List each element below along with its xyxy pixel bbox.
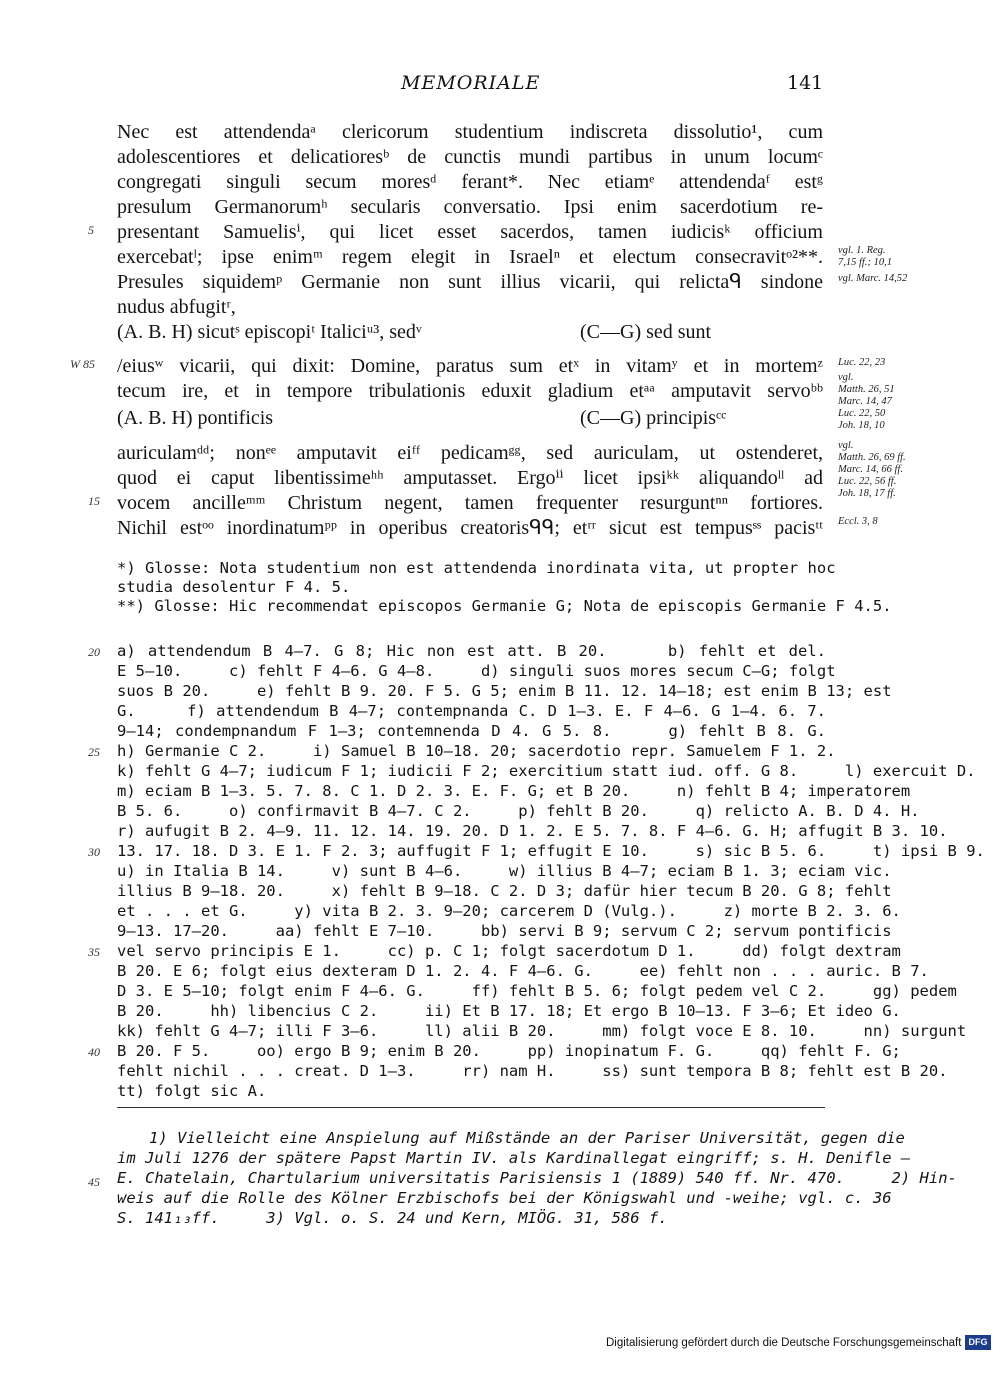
running-head: MEMORIALE bbox=[401, 72, 541, 94]
main-text-line: exercebatˡ; ipse enimᵐ regem elegit in Israelⁿ et electum consecravitᵒ²**. bbox=[117, 246, 823, 268]
apparatus-line: 13. 17. 18. D 3. E 1. F 2. 3; auffugit F 1; effugit E 10. s) sic B 5. 6. t) ipsi B 9. bbox=[117, 842, 985, 860]
apparatus-line: D 3. E 5—10; folgt enim F 4—6. G. ff) fehlt B 5. 6; folgt pedem vel C 2. gg) pedem bbox=[117, 982, 957, 1000]
main-text-line: auriculamᵈᵈ; nonᵉᵉ amputavit eiᶠᶠ pedicamᵍᵍ, sed auriculam, ut ostenderet, bbox=[117, 442, 823, 464]
apparatus-line: tt) folgt sic A. bbox=[117, 1082, 267, 1100]
marginal-reference: vgl. Marc. 14,52 bbox=[838, 273, 908, 284]
main-text-line: vocem ancilleᵐᵐ Christum negent, tamen frequenter resurguntⁿⁿ fortiores. bbox=[117, 492, 823, 514]
apparatus-line: B 5. 6. o) confirmavit B 4—7. C 2. p) fehlt B 20. q) relicto A. B. D 4. H. bbox=[117, 802, 920, 820]
variant-left: (A. B. H) sicutˢ episcopiᵗ Italiciᵘ³, sedᵛ bbox=[117, 321, 422, 343]
footnote-line: S. 141₁₃ff. 3) Vgl. o. S. 24 und Kern, MIÖG. 31, 586 f. bbox=[117, 1209, 668, 1227]
apparatus-line: 9—14; condempnandum F 1—3; contemnenda D 4. G 5. 8. g) fehlt B 8. G. bbox=[117, 722, 826, 740]
apparatus-line: et . . . et G. y) vita B 2. 3. 9—20; carcerem D (Vulg.). z) morte B 2. 3. 6. bbox=[117, 902, 901, 920]
gloss-line: studia desolentur F 4. 5. bbox=[117, 578, 351, 596]
apparatus-line: vel servo principis E 1. cc) p. C 1; folgt sacerdotum D 1. dd) folgt dextram bbox=[117, 942, 901, 960]
main-text-line: adolescentiores et delicatioresᵇ de cunctis mundi partibus in unum locumᶜ bbox=[117, 146, 823, 168]
variant-right: (C—G) sed sunt bbox=[580, 321, 712, 343]
line-number: 25 bbox=[88, 745, 100, 759]
apparatus-line: B 20. hh) libencius C 2. ii) Et B 17. 18; Et ergo B 10—13. F 3—6; Et ideo G. bbox=[117, 1002, 901, 1020]
apparatus-line: r) aufugit B 2. 4—9. 11. 12. 14. 19. 20. D 1. 2. E 5. 7. 8. F 4—6. G. H; affugit B 3. 10. bbox=[117, 822, 948, 840]
footnote-line: weis auf die Rolle des Kölner Erzbischofs bei der Königswahl und -weihe; vgl. c. 36 bbox=[117, 1189, 892, 1207]
main-text-line: presulum Germanorumʰ secularis conversatio. Ipsi enim sacerdotium re- bbox=[117, 196, 823, 218]
main-text-line: quod ei caput libentissimeʰʰ amputasset. Ergoⁱⁱ licet ipsiᵏᵏ aliquandoˡˡ ad bbox=[117, 467, 823, 489]
apparatus-line: kk) fehlt G 4—7; illi F 3—6. ll) alii B 20. mm) folgt voce E 8. 10. nn) surgunt bbox=[117, 1022, 967, 1040]
marginal-reference: Matth. 26, 51 bbox=[838, 384, 895, 395]
marginal-reference: vgl. bbox=[838, 372, 854, 383]
marginal-reference: Matth. 26, 69 ff. bbox=[838, 452, 906, 463]
marginal-reference: Luc. 22, 23 bbox=[838, 357, 886, 368]
main-text-line: Presules siquidemᵖ Germanie non sunt illius vicarii, qui relictaᑫ sindone bbox=[117, 271, 823, 293]
apparatus-line: fehlt nichil . . . creat. D 1—3. rr) nam H. ss) sunt tempora B 8; fehlt est B 20. bbox=[117, 1062, 948, 1080]
line-number: 15 bbox=[88, 494, 100, 508]
marginal-reference: Luc. 22, 56 ff. bbox=[838, 476, 897, 487]
apparatus-line: 9—13. 17—20. aa) fehlt E 7—10. bb) servi B 9; servum C 2; servum pontificis bbox=[117, 922, 892, 940]
apparatus-line: illius B 9—18. 20. x) fehlt B 9—18. C 2. D 3; dafür hier tecum B 20. G 8; fehlt bbox=[117, 882, 892, 900]
apparatus-line: G. f) attendendum B 4—7; contempnanda C. D 1—3. E. F 4—6. G 1—4. 6. 7. bbox=[117, 702, 826, 720]
apparatus-line: m) eciam B 1—3. 5. 7. 8. C 1. D 2. 3. E. F. G; et B 20. n) fehlt B 4; imperatorem bbox=[117, 782, 911, 800]
marginal-reference: Eccl. 3, 8 bbox=[838, 516, 878, 527]
marginal-reference: vgl. 1. Reg. bbox=[838, 245, 886, 256]
footnote-line: im Juli 1276 der spätere Papst Martin IV. als Kardinallegat eingriff; s. H. Denifle — bbox=[117, 1149, 911, 1167]
variant-right: (C—G) principisᶜᶜ bbox=[580, 407, 727, 429]
line-number: 35 bbox=[88, 945, 100, 959]
line-number: 30 bbox=[88, 845, 100, 859]
main-text-line: congregati singuli secum moresᵈ ferant*. Nec etiamᵉ attendendaᶠ estᵍ bbox=[117, 171, 823, 193]
main-text-line: presentant Samuelisⁱ, qui licet esset sacerdos, tamen iudicisᵏ officium bbox=[117, 221, 823, 243]
line-number: 40 bbox=[88, 1045, 100, 1059]
main-text-line: Nec est attendendaᵃ clericorum studentium indiscreta dissolutio¹, cum bbox=[117, 121, 823, 143]
apparatus-line: h) Germanie C 2. i) Samuel B 10—18. 20; sacerdotio repr. Samuelem F 1. 2. bbox=[117, 742, 836, 760]
line-number: 20 bbox=[88, 645, 100, 659]
main-text-line: Nichil estᵒᵒ inordinatumᵖᵖ in operibus creatorisᑫᑫ; etʳʳ sicut est tempusˢˢ pacisᵗᵗ bbox=[117, 517, 823, 539]
main-text-line: tecum ire, et in tempore tribulationis eduxit gladium etᵃᵃ amputavit servoᵇᵇ bbox=[117, 380, 823, 402]
digitization-credit: Digitalisierung gefördert durch die Deutsche Forschungsgemeinschaft bbox=[606, 1337, 962, 1349]
footnote-line: 1) Vielleicht eine Anspielung auf Mißstände an der Pariser Universität, gegen die bbox=[149, 1129, 905, 1147]
footnote-line: E. Chatelain, Chartularium universitatis Parisiensis 1 (1889) 540 ff. Nr. 470. 2) Hin- bbox=[117, 1169, 957, 1187]
line-number: W 85 bbox=[70, 357, 95, 371]
main-text-line: nudus abfugitʳ, bbox=[117, 296, 236, 318]
apparatus-line: B 20. F 5. oo) ergo B 9; enim B 20. pp) inopinatum F. G. qq) fehlt F. G; bbox=[117, 1042, 901, 1060]
apparatus-line: u) in Italia B 14. v) sunt B 4—6. w) illius B 4—7; eciam B 1. 3; eciam vic. bbox=[117, 862, 892, 880]
dfg-logo: DFG bbox=[965, 1335, 991, 1350]
apparatus-line: a) attendendum B 4—7. G 8; Hic non est att. B 20. b) fehlt et del. bbox=[117, 642, 826, 660]
main-text-line: /eiusʷ vicarii, qui dixit: Domine, paratus sum etˣ in vitamʸ et in mortemᶻ bbox=[117, 355, 823, 377]
apparatus-line: suos B 20. e) fehlt B 9. 20. F 5. G 5; enim B 11. 12. 14—18; est enim B 13; est bbox=[117, 682, 892, 700]
line-number: 45 bbox=[88, 1175, 100, 1189]
footnote-divider bbox=[117, 1107, 825, 1108]
variant-left: (A. B. H) pontificis bbox=[117, 407, 274, 429]
marginal-reference: Luc. 22, 50 bbox=[838, 408, 886, 419]
marginal-reference: Joh. 18, 17 ff. bbox=[838, 488, 896, 499]
marginal-reference: Marc. 14, 66 ff. bbox=[838, 464, 903, 475]
gloss-line: *) Glosse: Nota studentium non est attendenda inordinata vita, ut propter hoc bbox=[117, 559, 836, 577]
apparatus-line: E 5—10. c) fehlt F 4—6. G 4—8. d) singuli suos mores secum C—G; folgt bbox=[117, 662, 836, 680]
apparatus-line: k) fehlt G 4—7; iudicum F 1; iudicii F 2; exercitium statt iud. off. G 8. l) exercuit D. bbox=[117, 762, 976, 780]
marginal-reference: Joh. 18, 10 bbox=[838, 420, 885, 431]
marginal-reference: 7,15 ff.; 10,1 bbox=[838, 257, 892, 268]
marginal-reference: vgl. bbox=[838, 440, 854, 451]
apparatus-line: B 20. E 6; folgt eius dexteram D 1. 2. 4. F 4—6. G. ee) fehlt non . . . auric. B 7. bbox=[117, 962, 929, 980]
page-number: 141 bbox=[787, 72, 824, 94]
gloss-line: **) Glosse: Hic recommendat episcopos Germanie G; Nota de episcopis Germanie F 4.5. bbox=[117, 597, 892, 615]
marginal-reference: Marc. 14, 47 bbox=[838, 396, 892, 407]
line-number: 5 bbox=[88, 223, 94, 237]
